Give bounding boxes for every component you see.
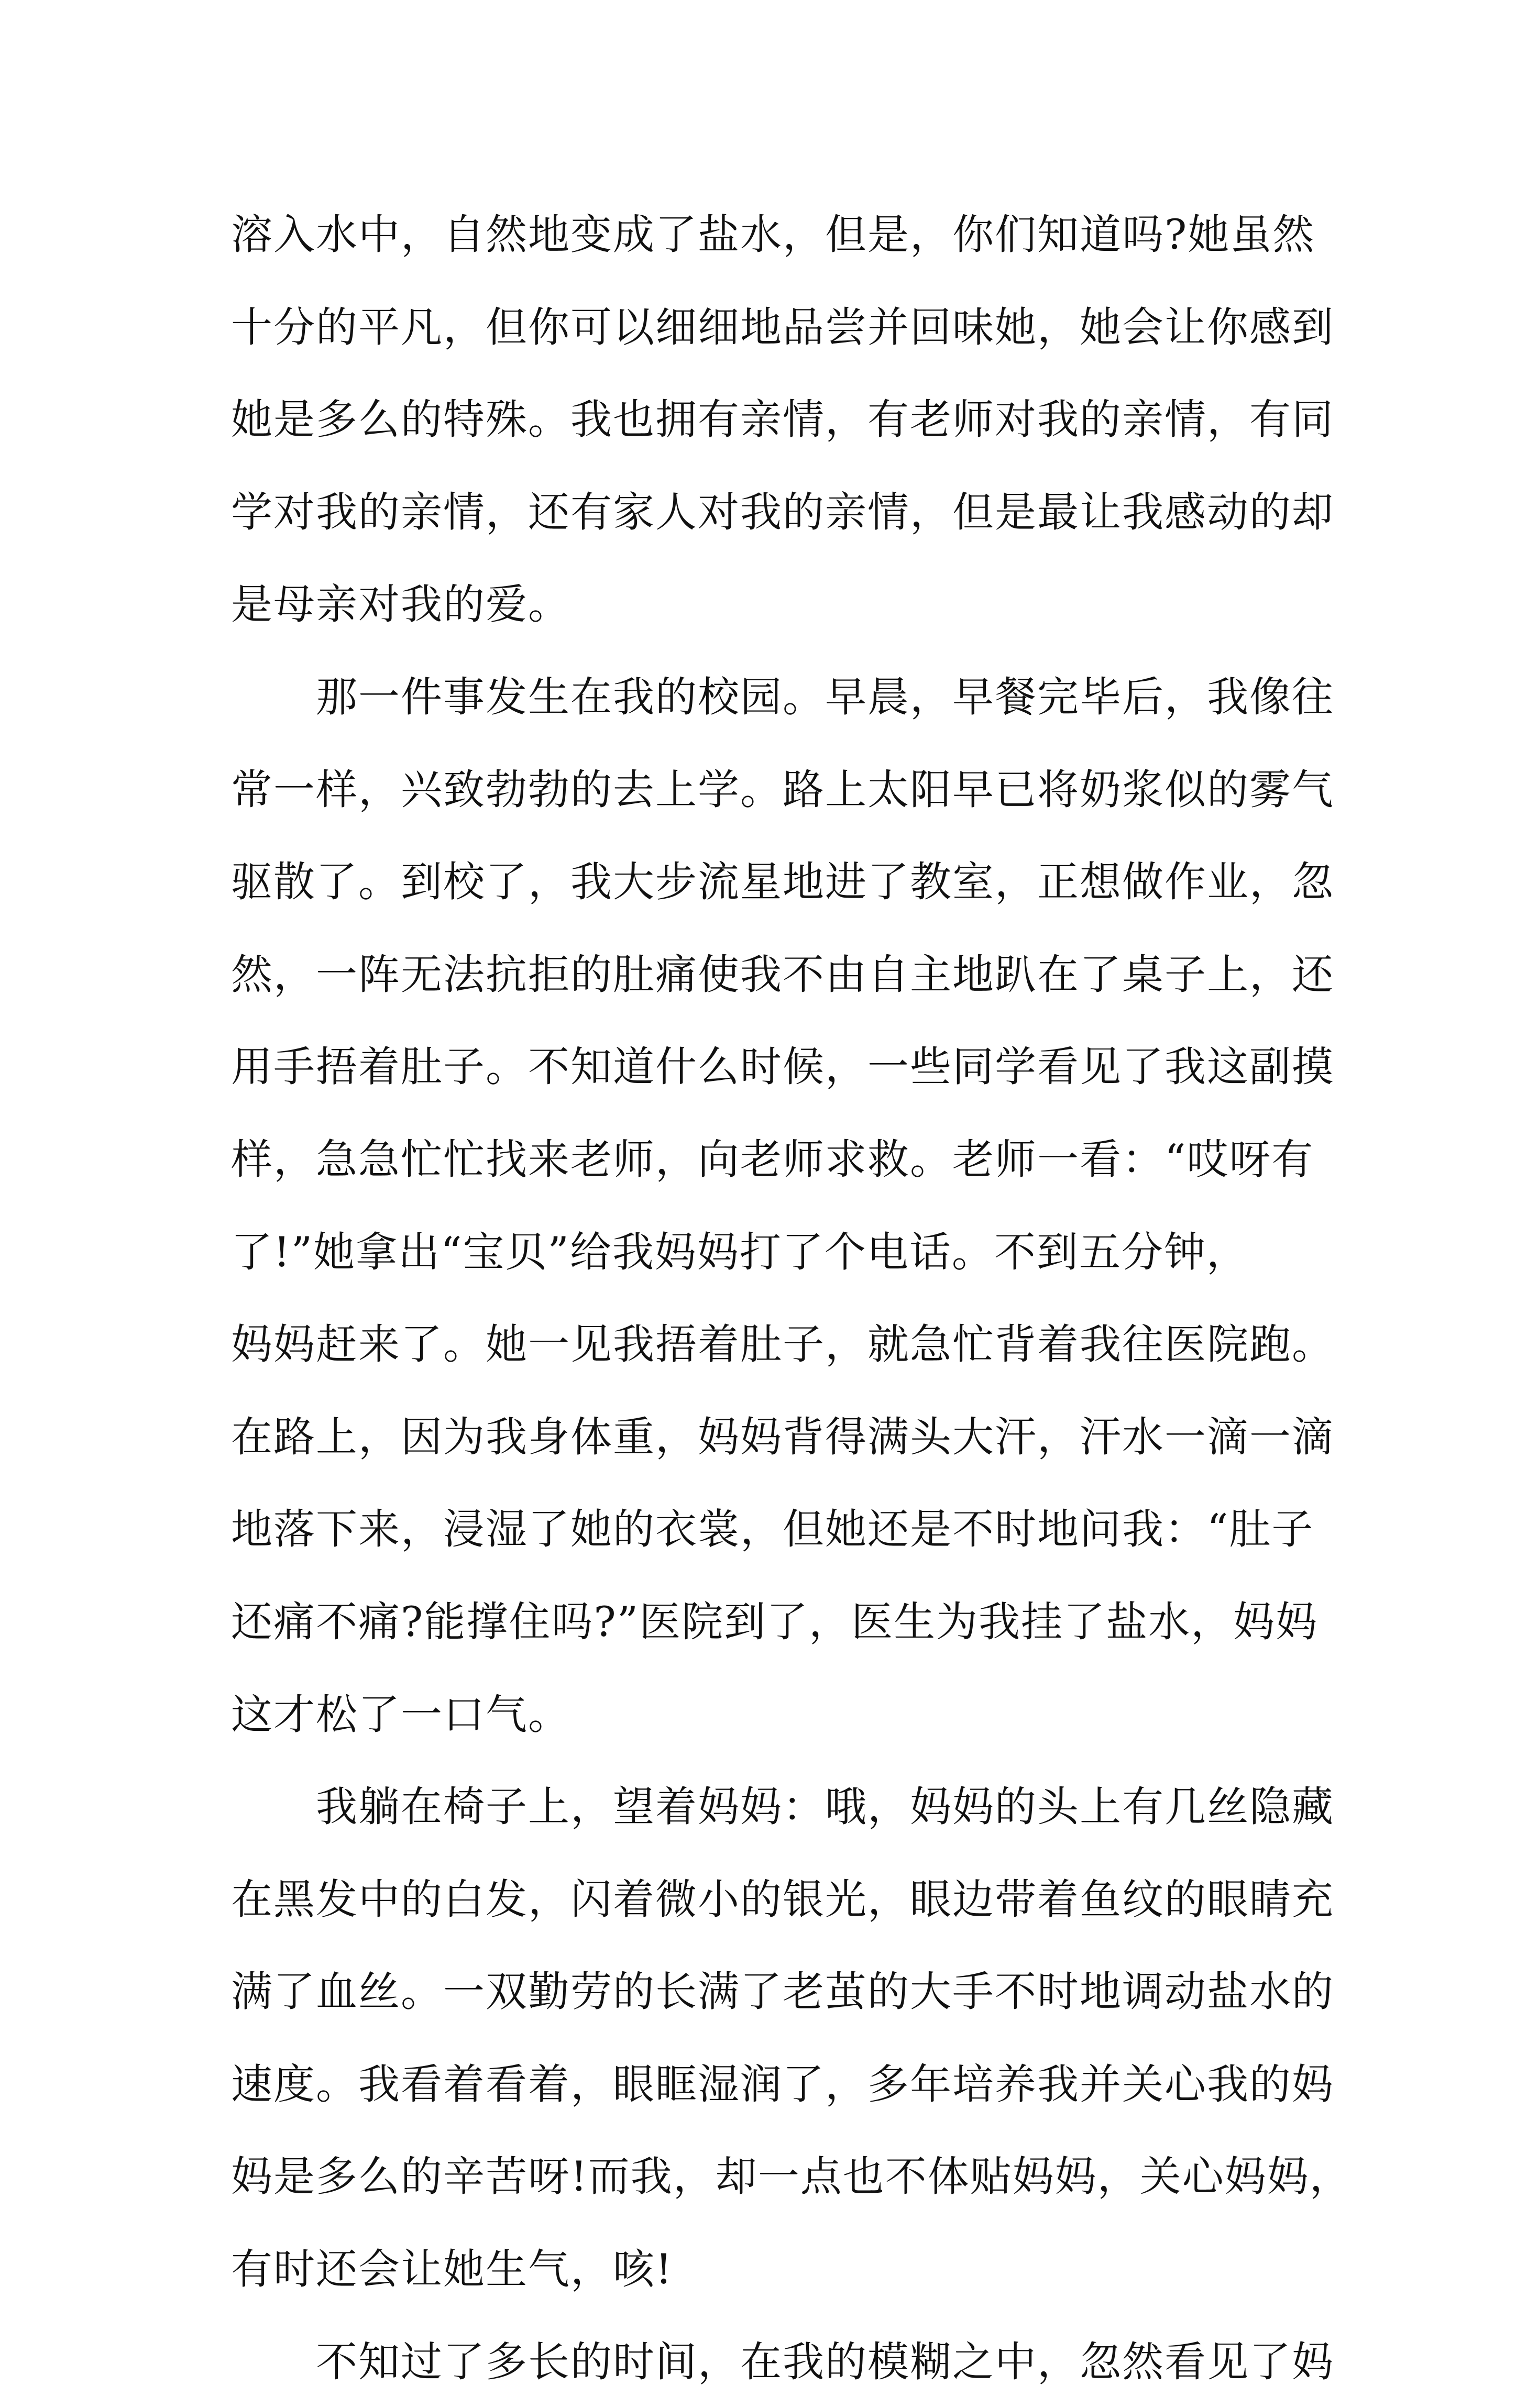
text-line: 满了血丝。一双勤劳的长满了老茧的大手不时地调动盐水的	[231, 1968, 1334, 2016]
text-line: 驱散了。到校了，我大步流星地进了教室，正想做作业，忽	[231, 858, 1334, 907]
text-line: 在路上，因为我身体重，妈妈背得满头大汗，汗水一滴一滴	[231, 1412, 1334, 1461]
text-line: 十分的平凡，但你可以细细地品尝并回味她，她会让你感到	[231, 303, 1334, 351]
text-line: 妈是多么的辛苦呀!而我，却一点也不体贴妈妈，关心妈妈，	[231, 2152, 1352, 2201]
text-line: 样，急急忙忙找来老师，向老师求救。老师一看：“哎呀有	[231, 1135, 1314, 1184]
text-line: 速度。我看着看着，眼眶湿润了，多年培养我并关心我的妈	[231, 2060, 1334, 2108]
text-line: 用手捂着肚子。不知道什么时候，一些同学看见了我这副摸	[231, 1043, 1334, 1091]
text-line: 不知过了多长的时间，在我的模糊之中，忽然看见了妈	[231, 2337, 1334, 2386]
body-text	[231, 189, 1352, 2408]
text-line: 她是多么的特殊。我也拥有亲情，有老师对我的亲情，有同	[231, 395, 1334, 444]
text-line: 有时还会让她生气，咳!	[231, 2245, 673, 2294]
text-line: 溶入水中，自然地变成了盐水，但是，你们知道吗?她虽然	[231, 211, 1315, 259]
text-line: 还痛不痛?能撑住吗?”医院到了，医生为我挂了盐水，妈妈	[231, 1597, 1319, 1646]
text-line: 在黑发中的白发，闪着微小的银光，眼边带着鱼纹的眼睛充	[231, 1875, 1334, 1924]
text-line: 地落下来，浸湿了她的衣裳，但她还是不时地问我：“肚子	[231, 1505, 1314, 1554]
text-line: 这才松了一口气。	[231, 1690, 570, 1739]
text-line: 学对我的亲情，还有家人对我的亲情，但是最让我感动的却	[231, 488, 1334, 536]
text-line: 是母亲对我的爱。	[231, 580, 570, 629]
text-line: 妈妈赶来了。她一见我捂着肚子，就急忙背着我往医院跑。	[231, 1320, 1334, 1369]
text-line: 常一样，兴致勃勃的去上学。路上太阳早已将奶浆似的雾气	[231, 765, 1334, 814]
text-line: 那一件事发生在我的校园。早晨，早餐完毕后，我像往	[231, 672, 1334, 721]
text-line: 了!”她拿出“宝贝”给我妈妈打了个电话。不到五分钟，	[231, 1228, 1249, 1276]
text-line: 然，一阵无法抗拒的肚痛使我不由自主地趴在了桌子上，还	[231, 950, 1334, 999]
text-line: 我躺在椅子上，望着妈妈：哦，妈妈的头上有几丝隐藏	[231, 1783, 1334, 1831]
